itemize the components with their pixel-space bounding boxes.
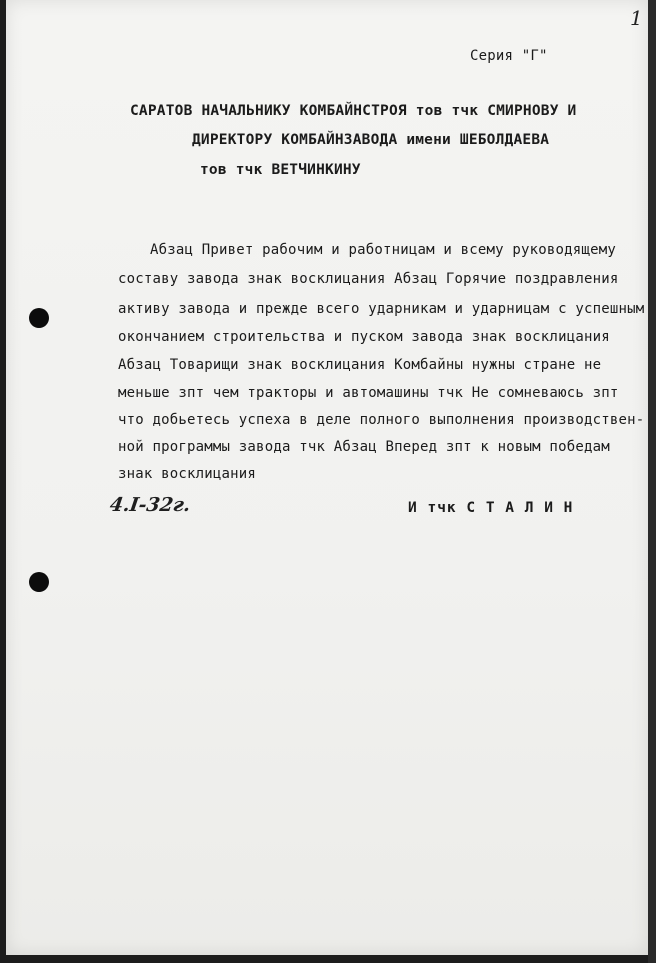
address-line-1: САРАТОВ НАЧАЛЬНИКУ КОМБАЙНСТРОЯ тов тчк СМИРНОВУ И — [130, 103, 577, 119]
body-line-3: активу завода и прежде всего ударникам и ударницам с успешным — [118, 301, 645, 317]
body-line-7: что добьетесь успеха в деле полного выполнения производствен- — [118, 412, 645, 428]
punch-hole-bottom — [29, 572, 49, 592]
body-line-4: окончанием строительства и пуском завода знак восклицания — [118, 329, 610, 345]
scan-edge — [648, 0, 656, 963]
body-line-2: составу завода знак восклицания Абзац Горячие поздравления — [118, 271, 619, 287]
body-line-9: знак восклицания — [118, 466, 257, 482]
body-line-8: ной программы завода тчк Абзац Вперед зпт к новым победам — [118, 439, 610, 455]
series-label: Серия "Г" — [470, 48, 548, 64]
address-line-3: тов тчк ВЕТЧИНКИНУ — [200, 162, 361, 178]
punch-hole-top — [29, 308, 49, 328]
body-line-5: Абзац Товарищи знак восклицания Комбайны нужны стране не — [118, 357, 602, 373]
address-line-2: ДИРЕКТОРУ КОМБАЙНЗАВОДА имени ШЕБОЛДАЕВА — [192, 132, 550, 148]
signature-line: И тчк С Т А Л И Н — [408, 500, 574, 516]
handwritten-date: 4.I-32г. — [108, 494, 192, 516]
body-line-6: меньше зпт чем тракторы и автомашины тчк Не сомневаюсь зпт — [118, 385, 619, 401]
body-line-1: Абзац Привет рабочим и работницам и всему руководящему — [150, 242, 616, 258]
page-number: 1 — [630, 6, 643, 30]
